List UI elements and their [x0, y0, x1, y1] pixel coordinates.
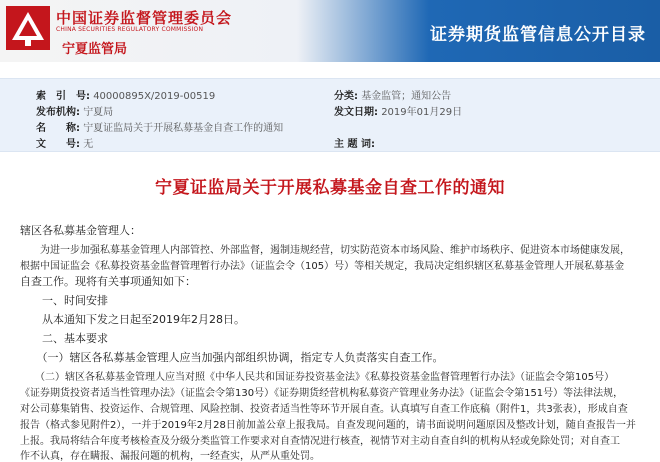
org-name-en: CHINA SECURITIES REGULATORY COMMISSION — [56, 26, 204, 33]
section-heading: 一、时间安排 — [20, 294, 108, 307]
paragraph-line: 对公司募集销售、投资运作、合规管理、风险控制、投资者适当性等环节开展自查。认真填写自查工作底稿（附件1，共3张表），形成自查 — [20, 404, 628, 415]
meta-document-number: 文 号: 无 — [36, 139, 94, 150]
meta-date: 发文日期: 2019年01月29日 — [334, 107, 463, 118]
meta-category: 分类: 基金监管；通知公告 — [334, 91, 452, 102]
meta-issuer: 发布机构: 宁夏局 — [36, 107, 114, 118]
csrc-logo-icon — [6, 6, 50, 50]
paragraph-line: 报告（格式参见附件2），一并于2019年2月28日前加盖公章上报我局。自查发现问题的，请书面说明问题原因及整改计划，随自查报告一并 — [20, 420, 636, 431]
paragraph-line: 根据中国证监会《私募投资基金监督管理暂行办法》（证监会令（105）号）等相关规定，我局决定组织辖区私募基金管理人开展私募基金 — [20, 261, 625, 272]
paragraph-line: 上报。我局将结合年度考核检查及分级分类监管工作要求对自查情况进行核查，视情节对主动自查自纠的机构从轻或免除处罚；对自查工 — [20, 436, 620, 447]
sub-org-name: 宁夏监管局 — [62, 42, 128, 57]
paragraph-line: 从本通知下发之日起至2019年2月28日。 — [20, 313, 245, 326]
meta-keywords: 主 题 词: — [334, 139, 375, 150]
paragraph-line: 为进一步加强私募基金管理人内部管控、外部监督，遏制违规经营，切实防范资本市场风险、维护市场秩序、促进资本市场健康发展， — [20, 245, 630, 256]
org-name-cn: 中国证券监督管理委员会 — [56, 9, 233, 27]
section-heading: 二、基本要求 — [20, 332, 108, 345]
meta-index-number: 索 引 号: 40000895X/2019-00519 — [36, 91, 216, 102]
site-title: 证券期货监管信息公开目录 — [430, 25, 646, 45]
document-metadata — [0, 78, 660, 152]
site-header — [0, 0, 660, 62]
salutation: 辖区各私募基金管理人： — [20, 224, 141, 237]
paragraph-line: 自查工作。现将有关事项通知如下： — [20, 275, 196, 288]
document-title: 宁夏证监局关于开展私募基金自查工作的通知 — [155, 178, 505, 198]
paragraph-line: 作不认真，存在瞒报、漏报问题的机构，一经查实，从严从重处罚。 — [20, 451, 320, 462]
paragraph-line: （一）辖区各私募基金管理人应当加强内部组织协调，指定专人负责落实自查工作。 — [20, 351, 444, 364]
paragraph-line: 《证券期货投资者适当性管理办法》（证监会令第130号）《证券期货经营机构私募资产管理业务办法》（证监会令第151号）等法律法规， — [20, 388, 624, 399]
meta-name: 名 称: 宁夏证监局关于开展私募基金自查工作的通知 — [36, 123, 284, 134]
paragraph-line: （二）辖区各私募基金管理人应当对照《中华人民共和国证券投资基金法》《私募投资基金监督管理暂行办法》（证监会令第105号） — [20, 372, 615, 383]
